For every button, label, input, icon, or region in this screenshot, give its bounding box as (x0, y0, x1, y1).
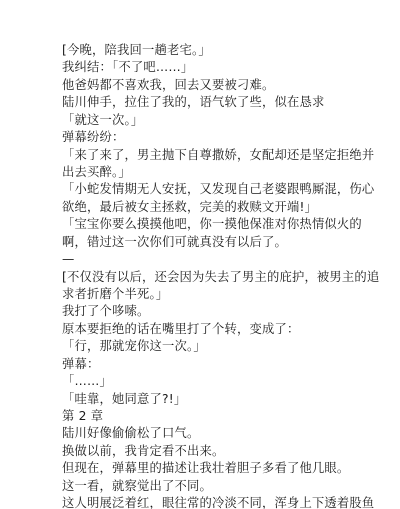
text-line: 求者折磨个半死。」 (62, 286, 169, 301)
text-line: 「哇靠，她同意了?!」 (62, 391, 187, 406)
text-line: 「……」 (62, 374, 112, 388)
chapter-heading: 第 2 章 (62, 408, 104, 423)
text-line: 弹幕： (62, 356, 100, 371)
text-line: 陆川好像偷偷松了口气。 (62, 426, 200, 441)
text-line: 原本要拒绝的话在嘴里打了个转，变成了： (62, 321, 300, 336)
text-line: 弹幕纷纷： (62, 130, 125, 145)
text-line: 这一看，就察觉出了不同。 (62, 478, 212, 493)
text-line: 这人明展泛着红，眼往常的冷淡不同，浑身上下透着股鱼 (62, 496, 375, 509)
separator-dash: — (62, 252, 75, 267)
text-line: 他爸妈都不喜欢我，回去又要被刁难。 (62, 77, 275, 92)
text-line: 陆川伸手，拉住了我的，语气软了些，似在恳求 (62, 95, 325, 110)
text-line: 啊，错过这一次你们可就真没有以后了。 (62, 234, 287, 249)
text-line: 换做以前，我肯定看不出来。 (62, 443, 225, 458)
text-line: [今晚，陪我回一趟老宅。」 (62, 43, 211, 57)
text-line: 「小蛇发情期无人安抚，又发现自己老婆跟鸭厮混，伤心 (62, 182, 375, 197)
text-line: 我纠结：「不了吧……」 (62, 60, 194, 75)
text-line: [不仅没有以后，还会因为失去了男主的庇护，被男主的追 (62, 269, 380, 284)
text-line: 欲绝，最后被女主拯救，完美的救赎文开端!」 (62, 199, 318, 214)
text-line: 「就这一次。」 (62, 112, 144, 127)
text-line: 但现在，弹幕里的描述让我壮着胆子多看了他几眼。 (62, 461, 350, 476)
text-line: 「宝宝你要么摸摸他吧，你一摸他保准对你热情似火的 (62, 217, 362, 232)
text-line: 我打了个哆嗦。 (62, 304, 150, 319)
text-line: 出去买醉。」 (62, 165, 131, 179)
text-line: 「行，那就宠你这一次。」 (62, 339, 206, 354)
text-line: 「来了来了，男主抛下自尊撒娇，女配却还是坚定拒绝并 (62, 147, 375, 162)
